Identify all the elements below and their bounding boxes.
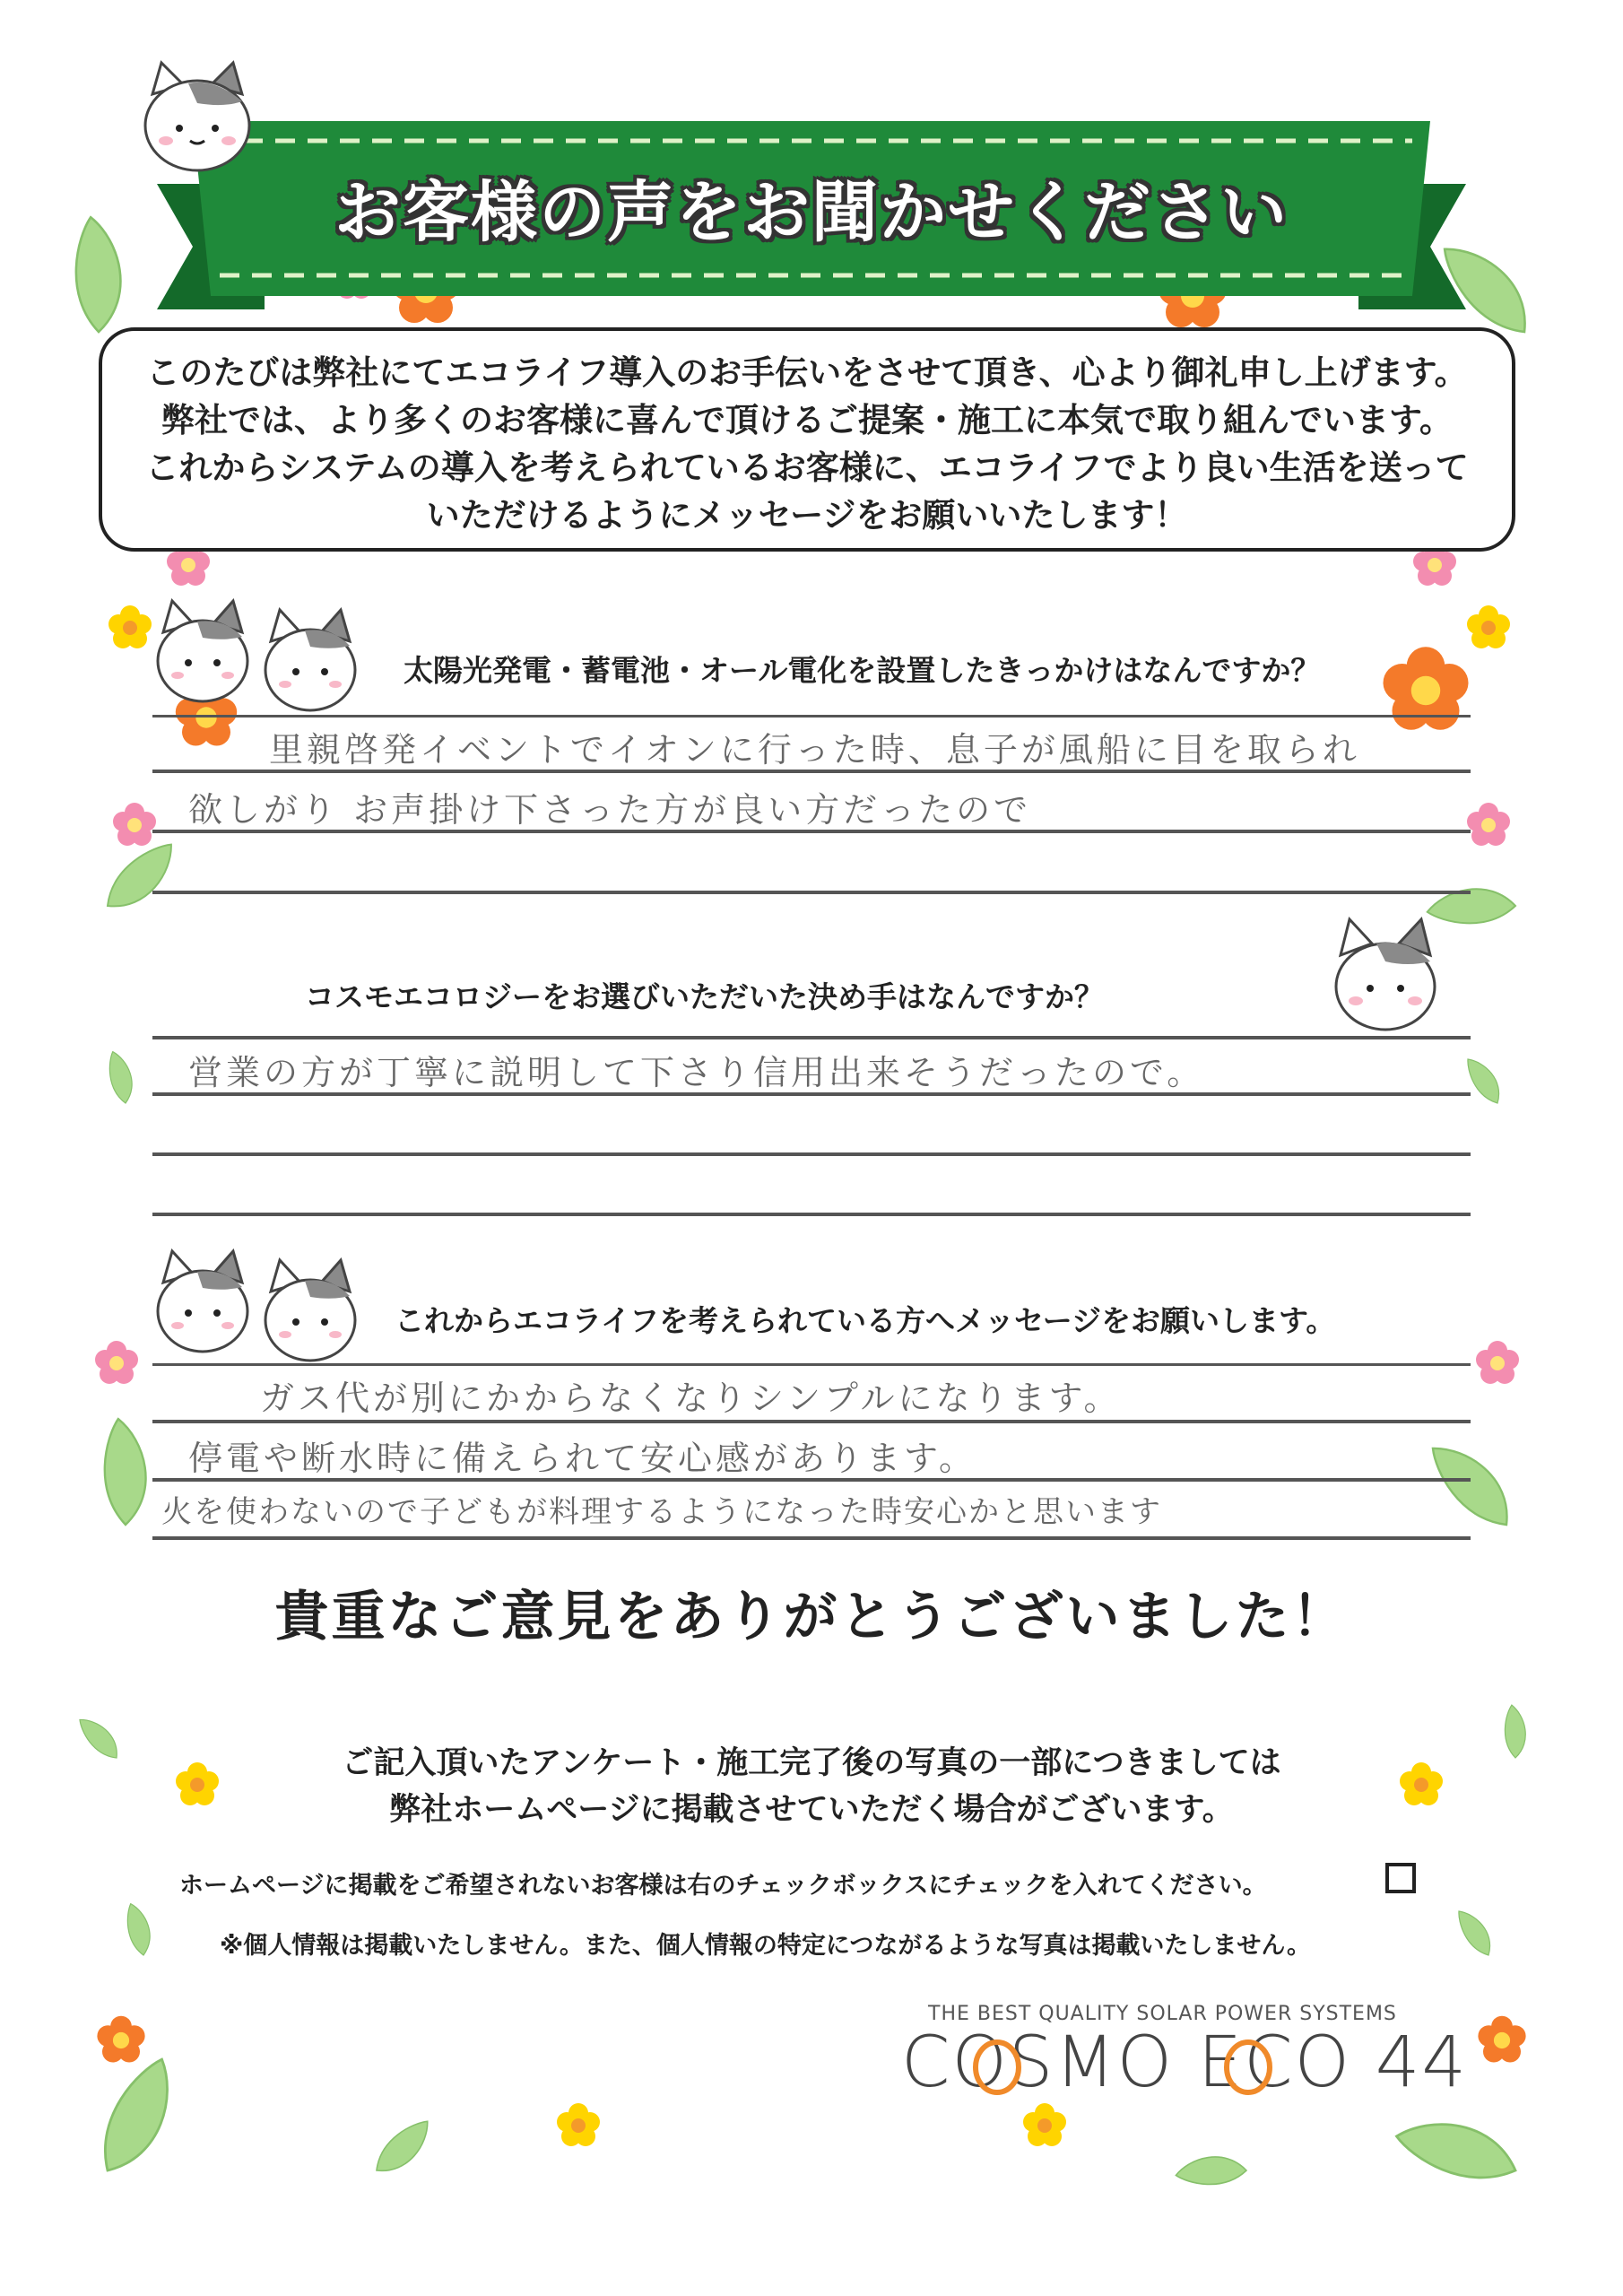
brand-name: COSMO ECO xyxy=(901,2022,1351,2103)
question-1: 太陽光発電・蓄電池・オール電化を設置したきっかけはなんですか？ xyxy=(404,653,1321,688)
answer-line xyxy=(152,1420,1471,1423)
answer-line xyxy=(152,1363,1471,1366)
answer-text: 欲しがり お声掛け下さった方が良い方だったので xyxy=(188,790,1032,830)
notice-line: 弊社ホームページに掲載させていただく場合がございます。 xyxy=(389,1792,1234,1828)
answer-text: ガス代が別にかからなくなりシンプルになります。 xyxy=(260,1378,1122,1418)
intro-line: 弊社では、より多くのお客様に喜んで頂けるご提案・施工に本気で取り組んでいます。 xyxy=(161,401,1454,439)
answer-text: 里親啓発イベントでイオンに行った時、息子が風船に目を取られ xyxy=(269,730,1360,770)
notice-line: ご記入頂いたアンケート・施工完了後の写真の一部につきましては xyxy=(342,1745,1281,1781)
intro-message-box xyxy=(99,327,1515,552)
intro-line: いただけるようにメッセージをお願いいたします！ xyxy=(426,496,1188,535)
answer-line xyxy=(152,1092,1471,1096)
answer-line xyxy=(152,715,1471,718)
intro-line: これからシステムの導入を考えられているお客様に、エコライフでより良い生活を送って xyxy=(145,448,1469,487)
answer-line xyxy=(152,1478,1471,1482)
answer-line xyxy=(152,1152,1471,1156)
answer-line xyxy=(152,1036,1471,1039)
brand-orange-o-icon xyxy=(1221,2036,1275,2099)
thanks-heading: 貴重なご意見をありがとうございました！ xyxy=(274,1586,1349,1648)
cat-mascot-icon xyxy=(135,58,260,184)
publication-notice xyxy=(0,1740,1623,1833)
cat-pair-icon xyxy=(152,1247,368,1368)
brand-number: 44 xyxy=(1375,2022,1469,2103)
page-title: お客様の声をお聞かせください xyxy=(334,174,1289,251)
opt-out-checkbox[interactable] xyxy=(1385,1863,1416,1893)
question-3: これからエコライフを考えられている方へメッセージをお願いします。 xyxy=(395,1303,1336,1338)
intro-line: このたびは弊社にてエコライフ導入のお手伝いをさせて頂き、心より御礼申し上げます。 xyxy=(146,353,1468,392)
answer-line xyxy=(152,891,1471,894)
answer-line xyxy=(152,830,1471,833)
privacy-note: ※個人情報は掲載いたしません。また、個人情報の特定につながるような写真は掲載いたしません。 xyxy=(220,1932,1311,1960)
brand-orange-o-icon xyxy=(970,2036,1024,2099)
answer-text: 営業の方が丁寧に説明して下さり信用出来そうだったので。 xyxy=(188,1053,1205,1092)
brand-tagline: THE BEST QUALITY SOLAR POWER SYSTEMS xyxy=(928,2003,1397,2025)
answer-text: 停電や断水時に備えられて安心感があります。 xyxy=(188,1439,976,1478)
answer-text: 火を使わないので子どもが料理するようになった時安心かと思います xyxy=(161,1494,1162,1530)
checkbox-label: ホームページに掲載をご希望されないお客様は右のチェックボックスにチェックを入れてください。 xyxy=(179,1872,1267,1900)
cat-mascot-icon xyxy=(1327,915,1444,1040)
answer-line xyxy=(152,1213,1471,1216)
answer-line xyxy=(152,1536,1471,1540)
question-2: コスモエコロジーをお選びいただいた決め手はなんですか？ xyxy=(305,979,1104,1014)
answer-line xyxy=(152,770,1471,773)
cat-pair-icon xyxy=(152,596,368,718)
